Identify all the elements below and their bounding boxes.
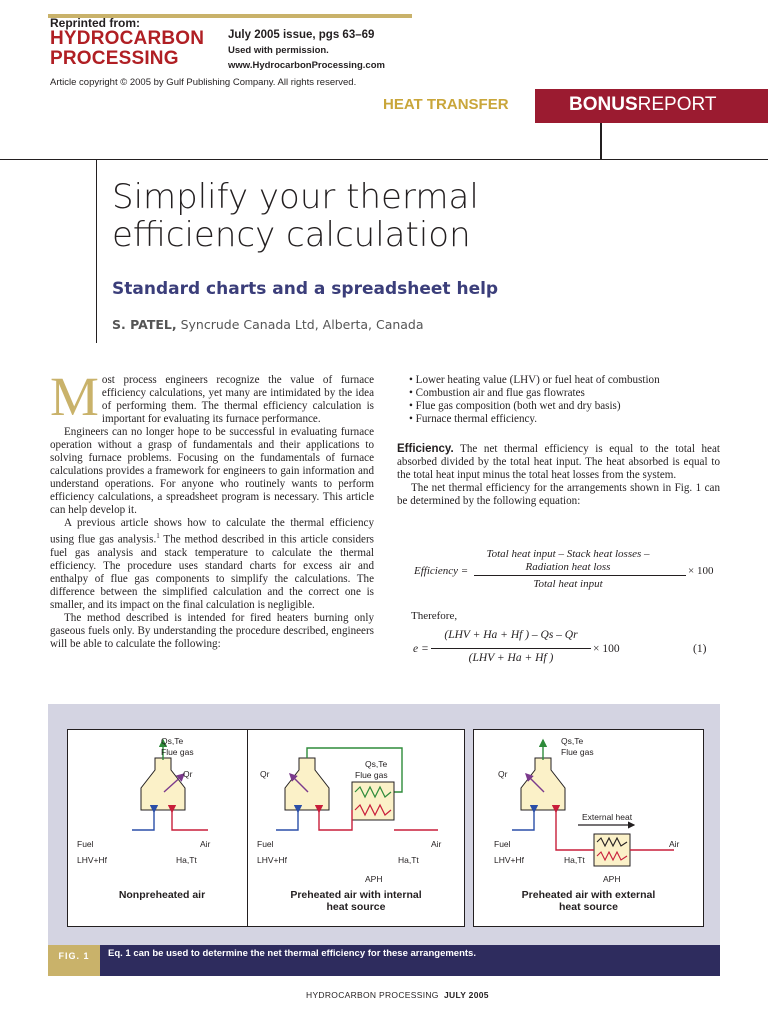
figure-label: FIG. 1 bbox=[48, 945, 100, 976]
author-affiliation: Syncrude Canada Ltd, Alberta, Canada bbox=[180, 317, 424, 332]
aph-label: APH bbox=[365, 874, 383, 884]
list-item: • Furnace thermal efficiency. bbox=[409, 413, 538, 425]
body-column-right bbox=[397, 374, 720, 508]
equation-lhs: Efficiency = bbox=[414, 565, 469, 577]
air-label: Air bbox=[200, 839, 211, 849]
list-item: • Combustion air and flue gas flowrates bbox=[409, 387, 585, 399]
permission-note: Used with permission. bbox=[228, 45, 329, 56]
therefore-text: Therefore, bbox=[411, 610, 458, 622]
air-heat-label: Ha,Tt bbox=[564, 855, 585, 865]
byline bbox=[112, 317, 424, 332]
body-column-left bbox=[50, 366, 374, 651]
logo-line-1: HYDROCARBON bbox=[50, 28, 205, 49]
reprinted-label: Reprinted from: bbox=[50, 16, 140, 30]
equation-2-numerator: (LHV + Ha + Hf ) – Qs – Qr bbox=[444, 629, 578, 641]
equation-2-lhs: e = bbox=[413, 643, 429, 655]
figure-panel-external-preheat bbox=[473, 729, 704, 927]
copyright-line: Article copyright © 2005 by Gulf Publishing Company. All rights reserved. bbox=[50, 77, 357, 88]
website-url: www.HydrocarbonProcessing.com bbox=[228, 60, 385, 71]
stack-label: Qs,Te bbox=[365, 759, 388, 769]
fuel-label: Fuel bbox=[257, 839, 274, 849]
fraction-bar bbox=[474, 575, 686, 576]
drop-cap: M bbox=[50, 366, 99, 427]
bullet-list bbox=[409, 374, 720, 426]
flue-gas-label: Flue gas bbox=[355, 770, 388, 780]
panel-caption: Preheated air with internal heat source bbox=[290, 889, 422, 913]
paragraph-4: The method described is intended for fired heaters burning only gaseous fuels only. By understanding the procedure described, engineers will be able to calculate the following: bbox=[50, 611, 374, 650]
figure-caption: Eq. 1 can be used to determine the net thermal efficiency for these arrangements. bbox=[108, 948, 476, 959]
efficiency-paragraph: Efficiency. The net thermal efficiency is equal to the total heat absorbed divided by the total heat input. The heat absorbed is equal to the total heat input minus the total heat losses from the system. bbox=[397, 443, 720, 481]
panel-caption: Nonpreheated air bbox=[118, 889, 206, 901]
air-heat-label: Ha,Tt bbox=[176, 855, 197, 865]
panel-caption: Preheated air with external heat source bbox=[521, 889, 656, 913]
radiation-loss-label: Qr bbox=[183, 769, 193, 779]
air-label: Air bbox=[431, 839, 442, 849]
equation-number: (1) bbox=[693, 643, 707, 655]
bonus-word: BONUS bbox=[569, 94, 638, 115]
author-name: S. PATEL, bbox=[112, 317, 177, 332]
fuel-heat-label: LHV+Hf bbox=[494, 855, 524, 865]
footnote-ref: 1 bbox=[156, 532, 160, 540]
article-title: Simplify your thermal efficiency calculation bbox=[112, 177, 479, 255]
figure-panel-internal-preheat bbox=[247, 729, 465, 927]
equation-1 bbox=[413, 628, 713, 672]
radiation-loss-label: Qr bbox=[260, 769, 270, 779]
banner-divider bbox=[600, 123, 602, 160]
bonus-report-banner bbox=[535, 89, 768, 123]
radiation-loss-label: Qr bbox=[498, 769, 508, 779]
aph-label: APH bbox=[603, 874, 621, 884]
fuel-heat-label: LHV+Hf bbox=[77, 855, 107, 865]
list-item: • Flue gas composition (both wet and dry basis) bbox=[409, 400, 621, 412]
equation-numerator-2: Radiation heat loss bbox=[525, 561, 611, 573]
issue-info: July 2005 issue, pgs 63–69 bbox=[228, 29, 375, 41]
logo-line-2: PROCESSING bbox=[50, 48, 179, 69]
fuel-heat-label: LHV+Hf bbox=[257, 855, 287, 865]
fuel-label: Fuel bbox=[494, 839, 511, 849]
equation-denominator: Total heat input bbox=[533, 578, 603, 590]
external-heat-label: External heat bbox=[582, 812, 633, 822]
title-side-rule bbox=[96, 160, 97, 343]
equation-numerator-1: Total heat input – Stack heat losses – bbox=[486, 548, 650, 560]
equation-2-multiplier: × 100 bbox=[593, 643, 620, 655]
equation-2-denominator: (LHV + Ha + Hf ) bbox=[468, 652, 554, 664]
paragraph-3: A previous article shows how to calculate the thermal efficiency using flue gas analysis.$^1$ The method described in this article considers fuel gas analysis and stack temperature to calculate the thermal efficiency. The procedure uses standard charts for excess air and enthalpy of flue gas components to simplify the calculations. The difference between the simplified calculation and the correct one is smaller, and its impact on the final calculation is negligible. bbox=[50, 517, 374, 611]
fuel-label: Fuel bbox=[77, 839, 94, 849]
header-rule bbox=[0, 159, 768, 160]
publication-logo bbox=[50, 29, 204, 69]
paragraph-2: Engineers can no longer hope to be successful in evaluating furnace operation without a grasp of fundamentals and their applications to solving furnace problems. Focusing on the fundamentals of furnace calculations provides a framework for engineers to gain information and understand operations. For anyone who routinely wants to perform efficiency calculations, a spreadsheet program is necessary. This article can help develop it. bbox=[50, 426, 374, 516]
list-item: • Lower heating value (LHV) or fuel heat of combustion bbox=[409, 374, 660, 386]
paragraph-1: Most process engineers recognize the value of furnace efficiency calculations, yet many are intimidated by the idea of performing them. The thermal efficiency calculation is important for evaluating its furnace performance. bbox=[50, 366, 374, 427]
section-label: HEAT TRANSFER bbox=[383, 96, 509, 113]
stack-label: Qs,Te bbox=[161, 736, 184, 746]
figure-panel-nonpreheated bbox=[67, 729, 257, 927]
page-footer bbox=[306, 990, 489, 1000]
report-word: REPORT bbox=[637, 94, 717, 115]
article-subtitle: Standard charts and a spreadsheet help bbox=[112, 279, 499, 299]
fraction-bar-2 bbox=[431, 648, 591, 649]
equation-efficiency bbox=[414, 548, 714, 598]
equation-multiplier: × 100 bbox=[688, 565, 714, 577]
stack-label: Qs,Te bbox=[561, 736, 584, 746]
flue-gas-label: Flue gas bbox=[561, 747, 594, 757]
footer-journal: HYDROCARBON PROCESSING bbox=[306, 990, 439, 1000]
footer-date: JULY 2005 bbox=[444, 990, 489, 1000]
flue-gas-label: Flue gas bbox=[161, 747, 194, 757]
air-heat-label: Ha,Tt bbox=[398, 855, 419, 865]
efficiency-heading: Efficiency. bbox=[397, 443, 454, 455]
air-label: Air bbox=[669, 839, 680, 849]
efficiency-paragraph-2: The net thermal efficiency for the arrangements shown in Fig. 1 can be determined by the following equation: bbox=[397, 482, 720, 507]
